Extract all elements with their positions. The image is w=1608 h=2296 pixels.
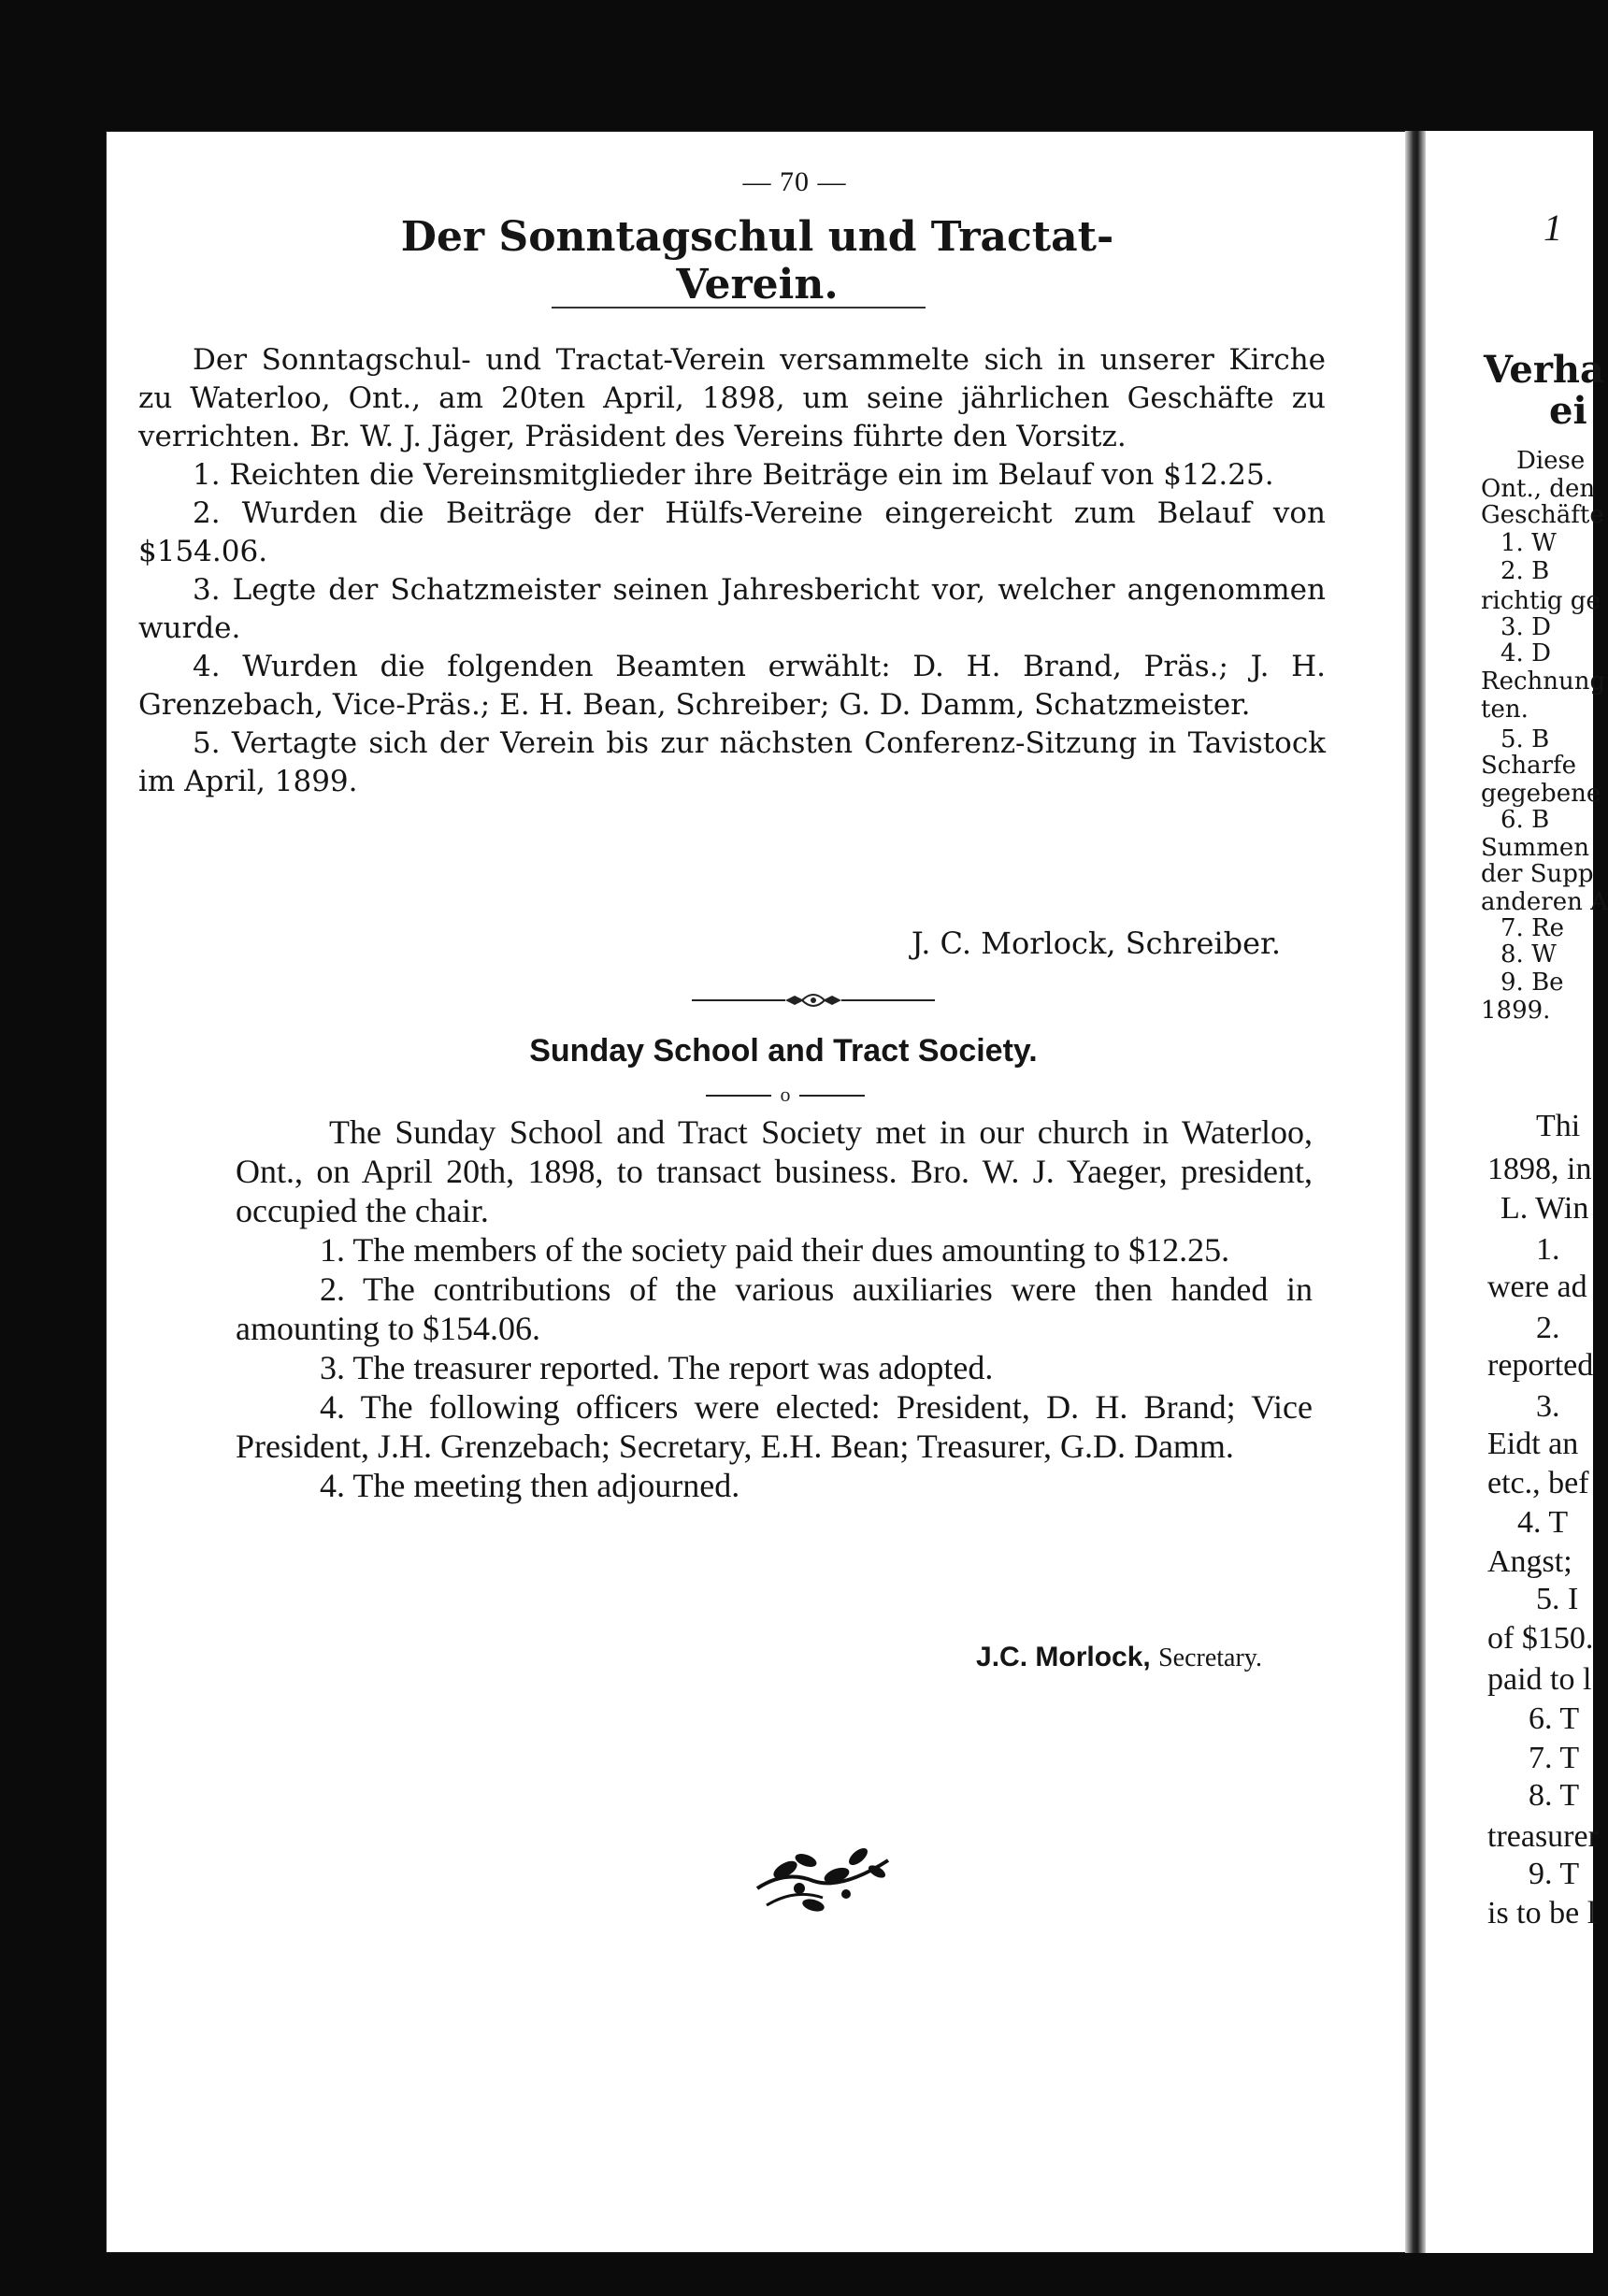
right-english-fragment: 7. T [1529,1741,1580,1775]
english-signature [776,1642,1262,1673]
ornamental-divider [692,989,935,1012]
o-divider [706,1081,865,1109]
right-german-fragment: Summen [1481,834,1589,862]
german-item-5: 5. Vertagte sich der Verein bis zur nächsten Conferenz-Sitzung in Tavistock im April, 1899. [138,726,1326,798]
english-item-1: 1. The members of the society paid their dues amounting to $12.25. [320,1231,1230,1269]
right-english-fragment: 1. [1536,1232,1560,1267]
right-title-line-1: Verha [1484,348,1604,392]
english-item-3: 3. The treasurer reported. The report was adopted. [320,1349,994,1386]
english-signature-name: J.C. Morlock, [976,1642,1151,1672]
right-english-fragment: 9. T [1529,1857,1580,1891]
right-german-fragment: richtig ge [1481,587,1601,615]
right-german-fragment: 7. Re [1500,914,1565,942]
floral-ornament-icon [748,1823,897,1926]
book-spine [1405,131,1426,2253]
right-german-fragment: ten. [1481,696,1529,724]
right-german-fragment: 9. Be [1500,969,1564,997]
right-title-line-2: ei [1549,389,1587,433]
right-english-fragment: 5. I [1536,1582,1579,1616]
english-item-2: 2. The contributions of the various auxiliaries were then handed in amounting to $154.06. [236,1270,1313,1347]
right-german-fragment: Rechnung [1481,667,1606,696]
right-german-fragment: 1899. [1481,997,1551,1025]
right-german-fragment: 6. B [1500,806,1550,834]
right-english-fragment: 2. [1536,1311,1560,1345]
right-german-fragment: anderen A [1481,888,1608,916]
german-heading: Der Sonntagschul und Tractat-Verein. [400,213,1114,309]
right-english-fragment: 4. T [1517,1505,1569,1540]
english-heading: Sunday School and Tract Society. [529,1033,1038,1069]
right-english-fragment: paid to l [1487,1662,1592,1697]
english-item-4: 4. The following officers were elected: President, D. H. Brand; Vice President, J.H. Grenzebach; Secretary, E.H. Bean; Treasurer, G.D. Damm. [236,1388,1313,1465]
english-report [236,1112,1313,1505]
right-german-fragment: gegebene [1481,780,1601,808]
english-signature-role: Secretary. [1158,1643,1262,1672]
right-english-fragment: 8. T [1529,1778,1580,1813]
right-english-fragment: reported [1487,1348,1594,1383]
german-intro-paragraph: Der Sonntagschul- und Tractat-Verein versammelte sich in unserer Kirche zu Waterloo, Ont., am 20ten April, 1898, um seine jährlichen Geschäfte zu verrichten. Br. W. J. Jäger, Präsident des Vereins führte den Vorsitz. [138,343,1326,453]
right-german-fragment: 5. B [1500,725,1550,753]
right-english-fragment: Angst; [1487,1544,1572,1579]
right-english-fragment: 1898, in [1487,1152,1592,1186]
german-item-2: 2. Wurden die Beiträge der Hülfs-Vereine eingereicht zum Belauf von $154.06. [138,496,1326,568]
german-item-4: 4. Wurden die folgenden Beamten erwählt: D. H. Brand, Präs.; J. H. Grenzebach, Vice-Präs.; E. H. Bean, Schreiber; G. D. Damm, Schatzmeister. [138,650,1326,722]
english-intro-paragraph: The Sunday School and Tract Society met in our church in Waterloo, Ont., on April 20th, 1898, to transact business. Bro. W. J. Yaeger, president, occupied the chair. [236,1113,1313,1229]
heading-rule [552,307,926,309]
right-english-fragment: Thi [1536,1109,1581,1143]
english-item-5: 4. The meeting then adjourned. [320,1467,740,1504]
right-english-fragment: 3. [1536,1389,1560,1424]
right-german-fragment: 4. D [1500,639,1551,667]
right-german-fragment: 2. B [1500,557,1550,585]
right-german-fragment: Scharfe [1481,752,1577,780]
right-english-fragment: of $150. [1487,1621,1594,1656]
german-signature: J. C. Morlock, Schreiber. [911,926,1281,961]
right-corner-mark: 1 [1543,207,1562,249]
right-german-fragment: 3. D [1500,613,1551,641]
right-german-fragment: Geschäfte [1481,501,1604,529]
right-english-fragment: etc., bef [1487,1466,1589,1500]
right-german-fragment: 8. W [1500,940,1557,969]
right-english-fragment: is to be l [1487,1896,1597,1930]
o-divider-letter: o [780,1083,791,1106]
right-page [1426,131,1608,2253]
right-german-fragment: Ont., den [1481,475,1596,503]
right-german-fragment: Diese [1516,447,1586,475]
right-english-fragment: were ad [1487,1270,1587,1304]
right-german-fragment: 1. W [1500,529,1557,557]
right-english-fragment: L. Win [1500,1191,1589,1226]
right-english-fragment: Eidt an [1487,1427,1579,1461]
right-english-fragment: treasurer [1487,1819,1599,1854]
right-english-fragment: 6. T [1529,1701,1580,1736]
page-number: — 70 — [742,166,847,197]
german-item-3: 3. Legte der Schatzmeister seinen Jahresbericht vor, welcher angenommen wurde. [138,573,1326,645]
right-german-fragment: der Supp [1481,860,1594,888]
german-report [138,341,1326,801]
german-item-1: 1. Reichten die Vereinsmitglieder ihre Beiträge ein im Belauf von $12.25. [193,458,1274,492]
